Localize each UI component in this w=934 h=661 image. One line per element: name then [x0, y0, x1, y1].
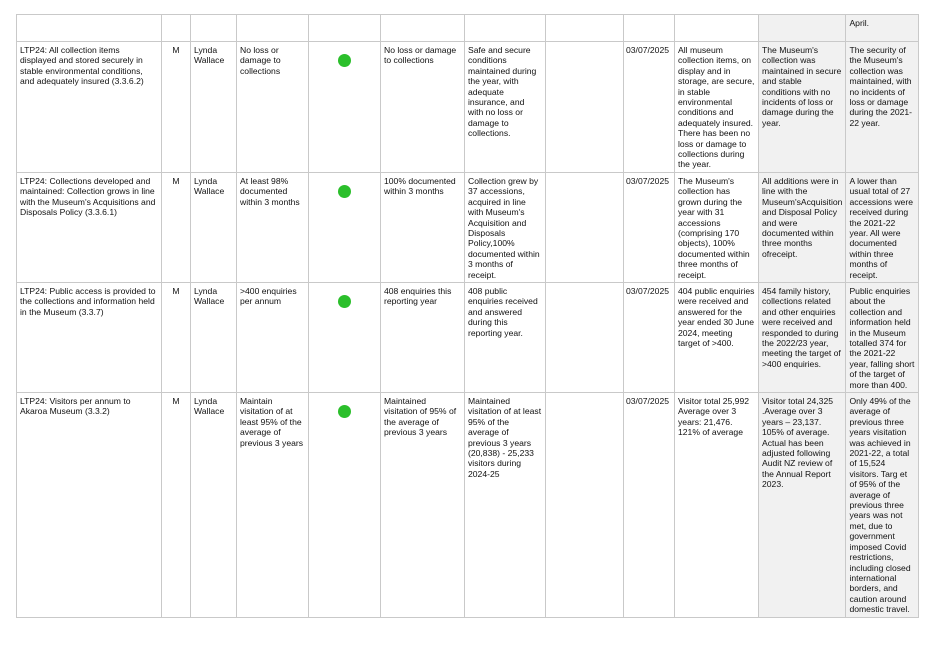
header-cell [624, 15, 675, 42]
target-cell: No loss or damage to collections [237, 42, 309, 173]
result-current-cell: 404 public enquiries were received and answered for the year ended 30 June 2024, meeting target of >400. [675, 282, 759, 392]
result-summary-cell: Maintained visitation of 95% of the average of previous 3 years [381, 393, 465, 618]
level-cell: M [162, 393, 191, 618]
result-prior1-cell: All additions were in line with the Museum'sAcquisition and Disposal Policy and were documented within three months ofreceipt. [759, 172, 846, 282]
measure-cell: LTP24: Public access is provided to the collections and information held in the Museum (3.3.7) [17, 282, 162, 392]
blank-cell [546, 172, 624, 282]
result-prior1-cell: Visitor total 24,325 .Average over 3 years – 23,137. 105% of average. Actual has been adjusted following Audit NZ review of the Annual Report 2023. [759, 393, 846, 618]
owner-cell: Lynda Wallace [191, 172, 237, 282]
result-prior2-cell: A lower than usual total of 27 accessions were received during the 2021-22 year. All were documented within three months of receipt. [846, 172, 919, 282]
target-cell: At least 98% documented within 3 months [237, 172, 309, 282]
blank-cell [546, 42, 624, 173]
result-prior1-cell: 454 family history, collections related and other enquiries were received and responded to during the 2022/23 year, meeting the target of >400 enquiries. [759, 282, 846, 392]
result-summary-cell: 100% documented within 3 months [381, 172, 465, 282]
date-cell: 03/07/2025 [624, 282, 675, 392]
date-cell: 03/07/2025 [624, 172, 675, 282]
status-cell [309, 172, 381, 282]
status-indicator-icon [338, 54, 351, 67]
result-summary-cell: 408 enquiries this reporting year [381, 282, 465, 392]
owner-cell: Lynda Wallace [191, 282, 237, 392]
header-cell [546, 15, 624, 42]
commentary-cell: 408 public enquiries received and answered during this reporting year. [465, 282, 546, 392]
header-cell [759, 15, 846, 42]
result-summary-cell: No loss or damage to collections [381, 42, 465, 173]
header-cell [381, 15, 465, 42]
header-cell [191, 15, 237, 42]
table-row [17, 42, 919, 173]
header-cell [675, 15, 759, 42]
commentary-cell: Maintained visitation of at least 95% of the average of previous 3 years (20,838) - 25,233 visitors during 2024-25 [465, 393, 546, 618]
date-cell: 03/07/2025 [624, 393, 675, 618]
result-current-cell: The Museum's collection has grown during the year with 31 accessions (comprising 170 objects), 100% documented within three months of receipt. [675, 172, 759, 282]
header-cell [309, 15, 381, 42]
table-row [17, 393, 919, 618]
performance-measures-table [16, 14, 919, 618]
owner-cell: Lynda Wallace [191, 42, 237, 173]
header-cell [237, 15, 309, 42]
result-prior2-cell: The security of the Museum's collection was maintained, with no incidents of loss or damage during the 2021-22 year. [846, 42, 919, 173]
result-current-cell: All museum collection items, on display and in storage, are secure, in stable environmental conditions and adequately insured. There has been no loss or damage to collections during the year. [675, 42, 759, 173]
result-prior2-cell: Public enquiries about the collection and information held in the Museum totalled 374 for the 2021-22 year, falling short of the target of more than 400. [846, 282, 919, 392]
status-cell [309, 282, 381, 392]
status-indicator-icon [338, 405, 351, 418]
status-indicator-icon [338, 295, 351, 308]
date-cell: 03/07/2025 [624, 42, 675, 173]
result-prior2-cell: Only 49% of the average of previous three years visitation was achieved in 2021-22, a total of 15,524 visitors. Targ et of 95% of the average of previous three years was not met, due to government imposed Covid restrictions, including closed international borders, and caution around domestic travel. [846, 393, 919, 618]
level-cell: M [162, 282, 191, 392]
target-cell: >400 enquiries per annum [237, 282, 309, 392]
measure-cell: LTP24: Collections developed and maintained: Collection grows in line with the Museum's Acquisitions and Disposals Policy (3.3.6.1) [17, 172, 162, 282]
status-cell [309, 393, 381, 618]
header-cell [162, 15, 191, 42]
header-row [17, 15, 919, 42]
measure-cell: LTP24: Visitors per annum to Akaroa Museum (3.3.2) [17, 393, 162, 618]
measure-cell: LTP24: All collection items displayed and stored securely in stable environmental conditions, and adequately insured (3.3.6.2) [17, 42, 162, 173]
commentary-cell: Collection grew by 37 accessions, acquired in line with Museum's Acquisition and Disposals Policy,100% documented within 3 months of receipt. [465, 172, 546, 282]
status-indicator-icon [338, 185, 351, 198]
commentary-cell: Safe and secure conditions maintained during the year, with adequate insurance, and with no loss or damage to collections. [465, 42, 546, 173]
table-row [17, 172, 919, 282]
level-cell: M [162, 42, 191, 173]
blank-cell [546, 393, 624, 618]
target-cell: Maintain visitation of at least 95% of the average of previous 3 years [237, 393, 309, 618]
result-prior1-cell: The Museum's collection was maintained in secure and stable conditions with no incidents of loss or damage during the year. [759, 42, 846, 173]
header-cell [465, 15, 546, 42]
header-cell [17, 15, 162, 42]
blank-cell [546, 282, 624, 392]
level-cell: M [162, 172, 191, 282]
status-cell [309, 42, 381, 173]
result-current-cell: Visitor total 25,992 Average over 3 years: 21,476. 121% of average [675, 393, 759, 618]
table-row [17, 282, 919, 392]
header-cell: April. [846, 15, 919, 42]
owner-cell: Lynda Wallace [191, 393, 237, 618]
